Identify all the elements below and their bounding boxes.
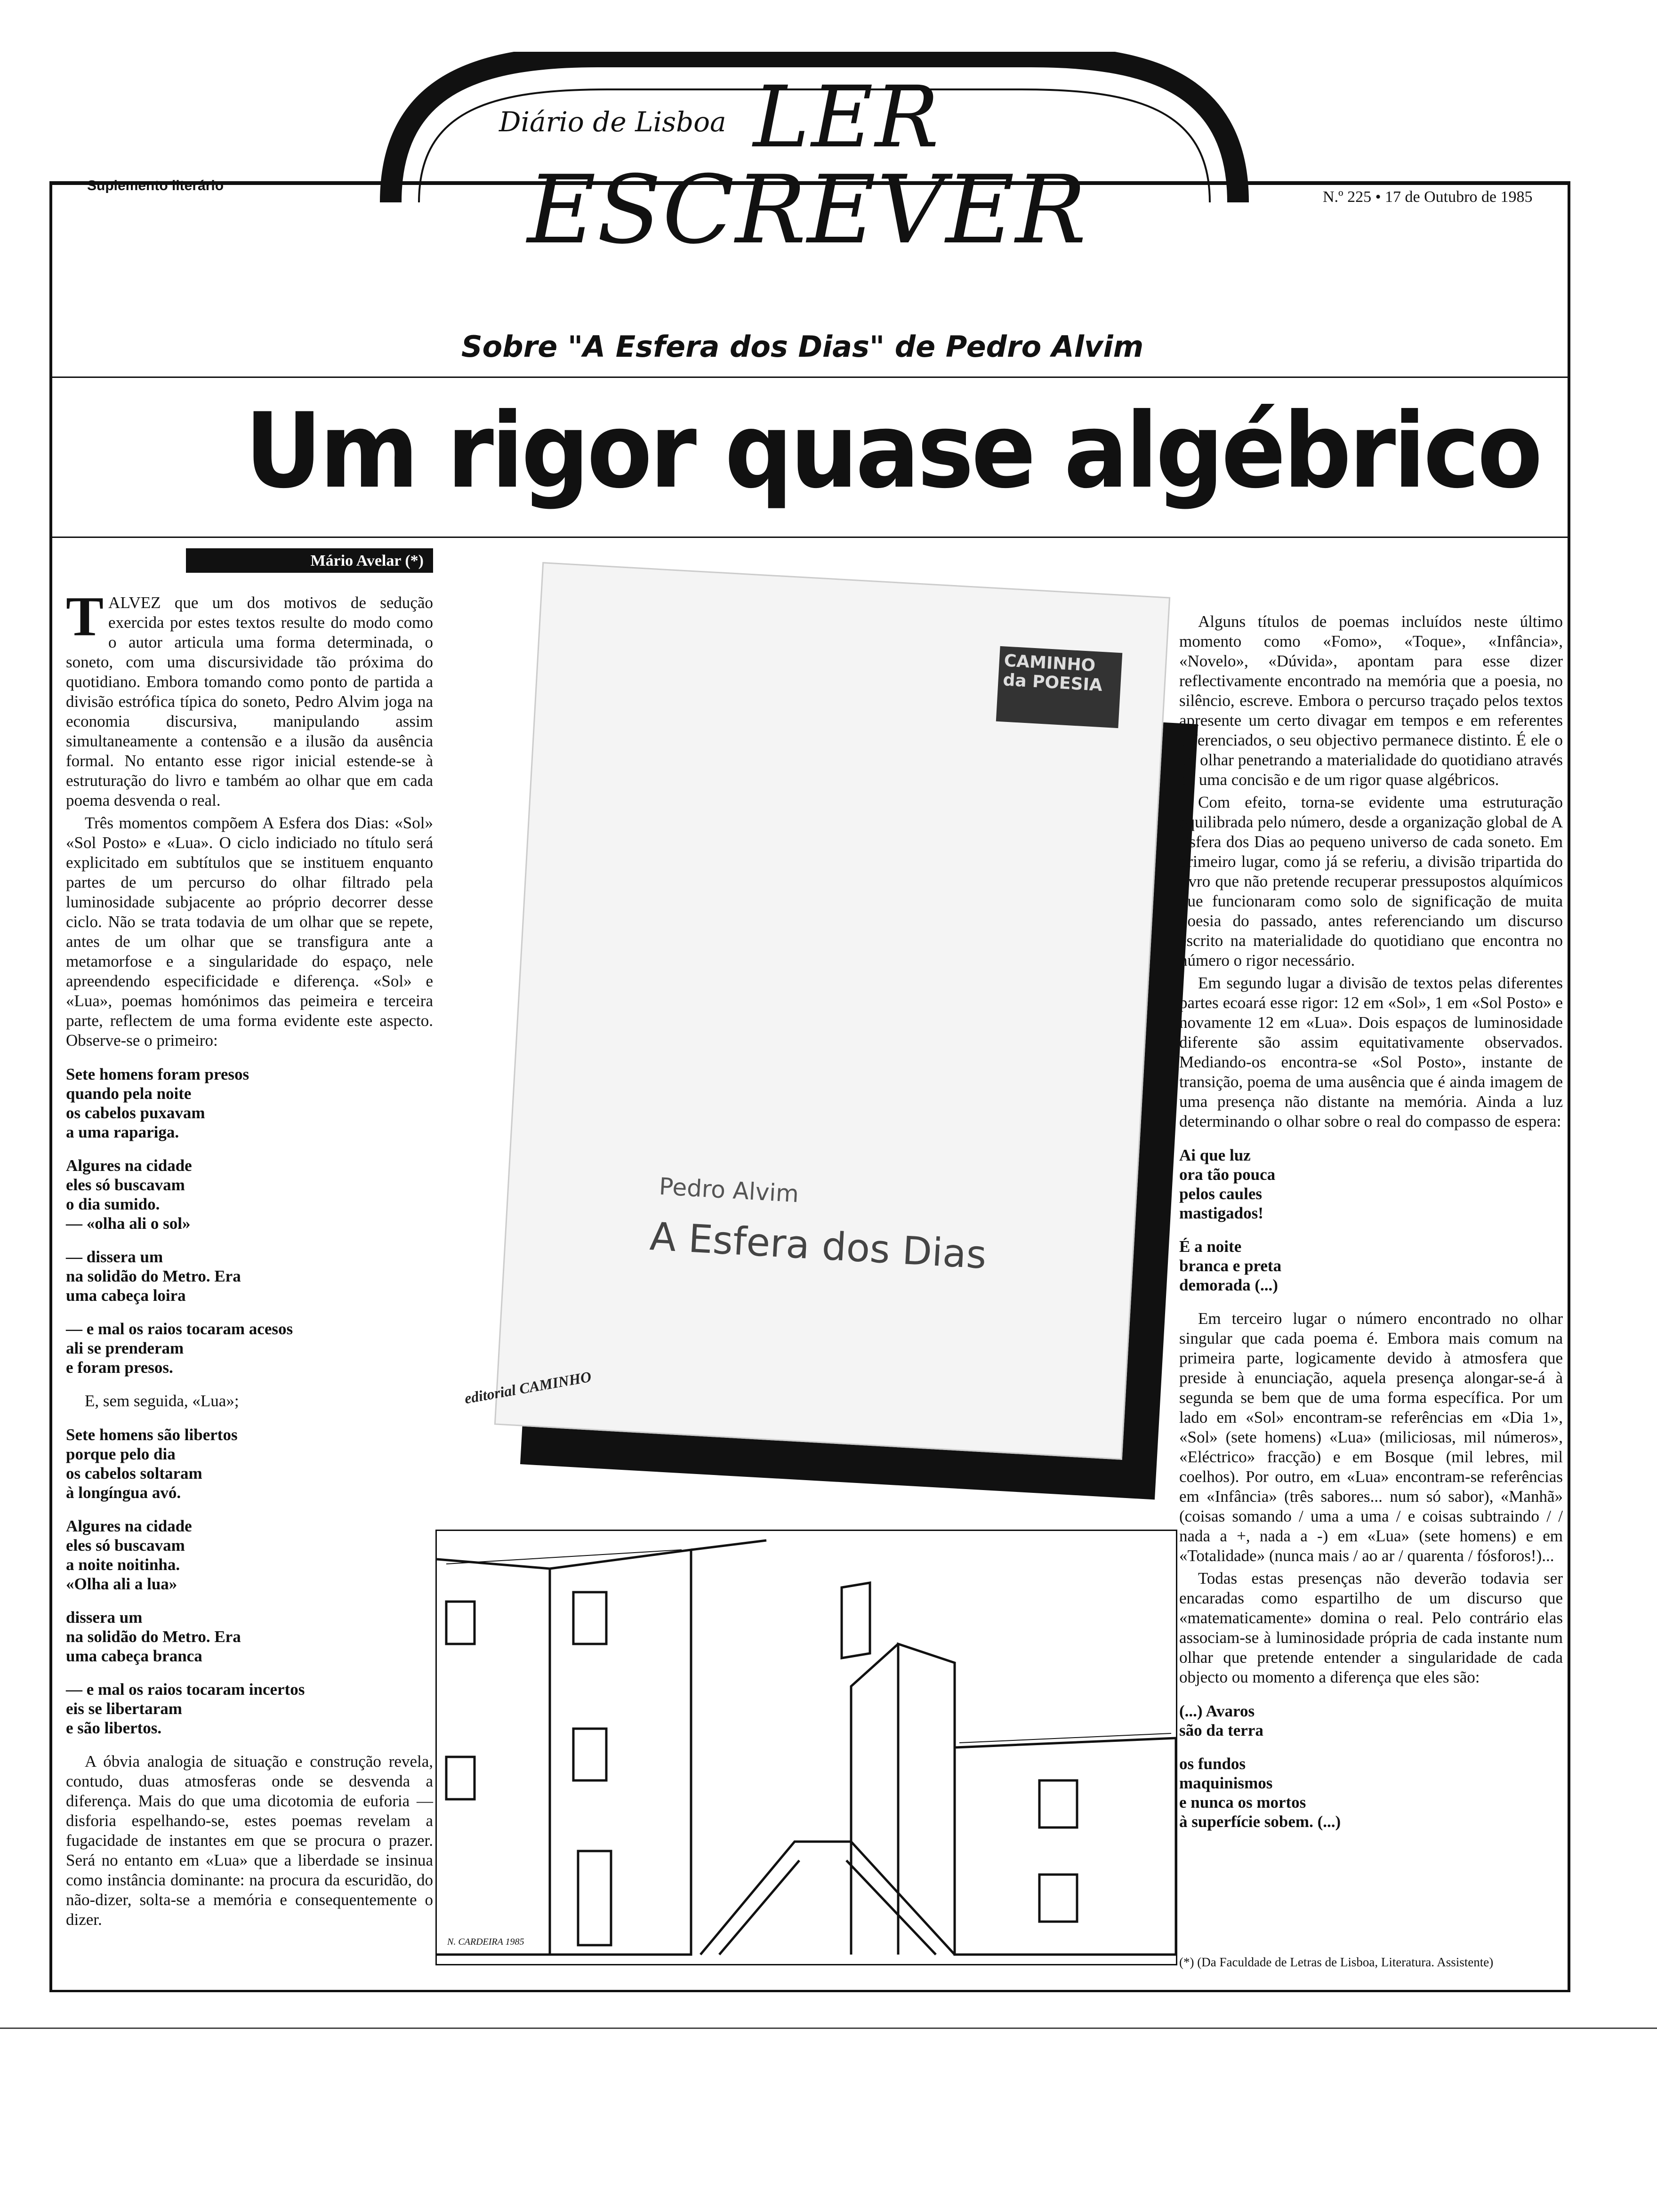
- supplement-label: Suplemento literário: [87, 178, 224, 193]
- issue-date: N.º 225 • 17 de Outubro de 1985: [1323, 188, 1533, 206]
- street-illustration: [435, 1530, 1177, 1965]
- poem-avaros: (...) Avaros são da terra os fundos maquinismos e nunca os mortos à superfície sobem. (...): [1179, 1702, 1341, 1831]
- page-frame-bottom: [49, 1990, 1570, 1992]
- headline-rule: [49, 537, 1570, 538]
- illustration-signature: N. CARDEIRA 1985: [447, 1937, 524, 1947]
- drop-cap: T: [66, 585, 104, 648]
- masthead-title-escrever: ESCREVER: [527, 155, 1087, 265]
- right-paragraph-5: Todas estas presenças não deverão todavia ser encaradas como espartilho de um discurso que «matematicamente» domina o real. Pelo contrário elas associam-se à luminosidade própria de cada instante num olhar que pretende entender a singularidade de cada objecto ou momento a diferença que eles são:: [1179, 1569, 1563, 1686]
- right-paragraph-3: Em segundo lugar a divisão de textos pelas diferentes partes ecoará esse rigor: 12 em «Sol», 1 em «Sol Posto» e novamente 12 em «Lua». Dois espaços de luminosidade diferente são assim equitativamente observados. Mediando-os encontra-se «Sol Posto», instante de transição, poema de uma ausência que é ainda imagem de uma presença não distante na memória. Ainda a luz determinando o olhar sobre o real do compasso de espera:: [1179, 974, 1563, 1130]
- book-title: A Esfera dos Dias: [648, 1214, 988, 1278]
- masthead-title-ler: LER: [753, 68, 941, 167]
- right-column: [1179, 612, 1563, 1845]
- left-paragraph-3: E, sem seguida, «Lua»;: [85, 1392, 239, 1410]
- masthead-publisher: Diário de Lisboa: [499, 106, 726, 138]
- left-paragraph-4: A óbvia analogia de situação e construção revela, contudo, duas atmosferas onde se desvenda a diferença. Mais do que uma dicotomia de euforia — disforia espelhando-se, estes poemas revelam a fugacidade de instantes em que se procura o prazer. Será no entanto em «Lua» que a liberdade se insinua como instância dominante: na procura da escuridão, do não-dizer, solta-se a memória e consequentemente o dizer.: [66, 1752, 433, 1929]
- kicker-rule: [49, 377, 1570, 378]
- right-paragraph-1: Alguns títulos de poemas incluídos neste último momento como «Fomo», «Toque», «Infância», «Novelo», «Dúvida», apontam para esse dizer reflectivamente encontrado na memória que a poesia, no silêncio, escreve. Embora o percurso traçado pelos textos apresente um certo divagar em tempos e em referentes diferenciados, o seu objectivo permanece distinto. É ele o do olhar penetrando a materialidade do quotidiano através de uma concisão e de um rigor quase algébricos.: [1179, 612, 1563, 789]
- poem-lua: Sete homens são libertos porque pelo dia os cabelos soltaram à longíngua avó. Algures na cidade eles só buscavam a noite noitinha. «Olha ali a lua» dissera um na solidão do Metro. Era uma cabeça branca — e mal os raios tocaram incertos eis se libertaram e são libertos.: [66, 1426, 305, 1737]
- poem-sol-posto: Ai que luz ora tão pouca pelos caules mastigados! É a noite branca e preta demorada (...): [1179, 1146, 1282, 1294]
- article-kicker: Sobre "A Esfera dos Dias" de Pedro Alvim: [461, 329, 1144, 364]
- right-paragraph-2: Com efeito, torna-se evidente uma estruturação equilibrada pelo número, desde a organização global de A Esfera dos Dias ao pequeno universo de cada soneto. Em primeiro lugar, como já se referiu, a divisão tripartida do livro que não pretende recuperar pressupostos alquímicos que funcionaram como solo de significação de muita poesia do passado, antes referenciando um discurso escrito na materialidade do quotidiano que encontra no número o rigor necessário.: [1179, 793, 1563, 970]
- left-column: [66, 585, 433, 1932]
- book-publisher-logo: editorial CAMINHO: [463, 1368, 593, 1407]
- scan-edge-line: [0, 2028, 1657, 2029]
- page-frame-right: [1568, 184, 1570, 1991]
- book-author: Pedro Alvim: [658, 1172, 800, 1208]
- book-series-label: CAMINHO da POESIA: [996, 646, 1123, 728]
- page-frame-left: [49, 184, 52, 1991]
- left-paragraph-1: ALVEZ que um dos motivos de sedução exercida por estes textos resulte do modo como o autor articula uma forma determinada, o soneto, com uma discursividade tão próxima do quotidiano. Embora tomando como ponto de partida a divisão estrófica típica do soneto, Pedro Alvim joga na economia discursiva, manipulando assim simultaneamente a contensão e a ilusão da ausência formal. No entanto esse rigor inicial estende-se à estruturação do livro e também ao olhar que em cada poema desvenda o real.: [66, 593, 433, 809]
- byline: Mário Avelar (*): [186, 548, 433, 573]
- article-headline: Um rigor quase algébrico: [245, 391, 1540, 511]
- footnote: (*) (Da Faculdade de Letras de Lisboa, Literatura. Assistente): [1179, 1955, 1494, 1969]
- right-paragraph-4: Em terceiro lugar o número encontrado no olhar singular que cada poema é. Embora mais comum na primeira parte, logicamente devido à atmosfera que preside à enunciação, aquela presença alongar-se-á à segunda se bem que de uma forma específica. Por um lado em «Sol» encontram-se referências em «Dia 1», «Sol» (sete homens) «Lua» (miliciosas, mil números», «Eléctrico» fracção) e em Bosque (mil lebres, mil coelhos). Por outro, em «Lua» encontram-se referências em «Infância» (três sabores... num só sabor), «Manhã» (coisas somando / uma a uma / e coisas subtraindo / / nada a +, nada a -) em «Lua» (sete homens) e em «Totalidade» (nunca mais / ao ar / quarenta / fósforos!)...: [1179, 1309, 1563, 1565]
- left-paragraph-2: Três momentos compõem A Esfera dos Dias: «Sol» «Sol Posto» e «Lua». O ciclo indiciado no título será explicitado em subtítulos que se instituem enquanto partes de um percurso do olhar filtrado pela luminosidade subjacente ao próprio decorrer desse ciclo. Não se trata todavia de um olhar que se repete, antes de um olhar que se transfigura ante a metamorfose e a singularidade do espaço, nele apreendendo especificidade e diferença. «Sol» e «Lua», poemas homónimos das peimeira e terceira parte, reflectem de uma forma evidente este aspecto. Observe-se o primeiro:: [66, 814, 433, 1050]
- poem-sol: Sete homens foram presos quando pela noite os cabelos puxavam a uma rapariga. Algures na cidade eles só buscavam o dia sumido. — «olha ali o sol» — dissera um na solidão do Metro. Era uma cabeça loira — e mal os raios tocaram acesos ali se prenderam e foram presos.: [66, 1065, 293, 1377]
